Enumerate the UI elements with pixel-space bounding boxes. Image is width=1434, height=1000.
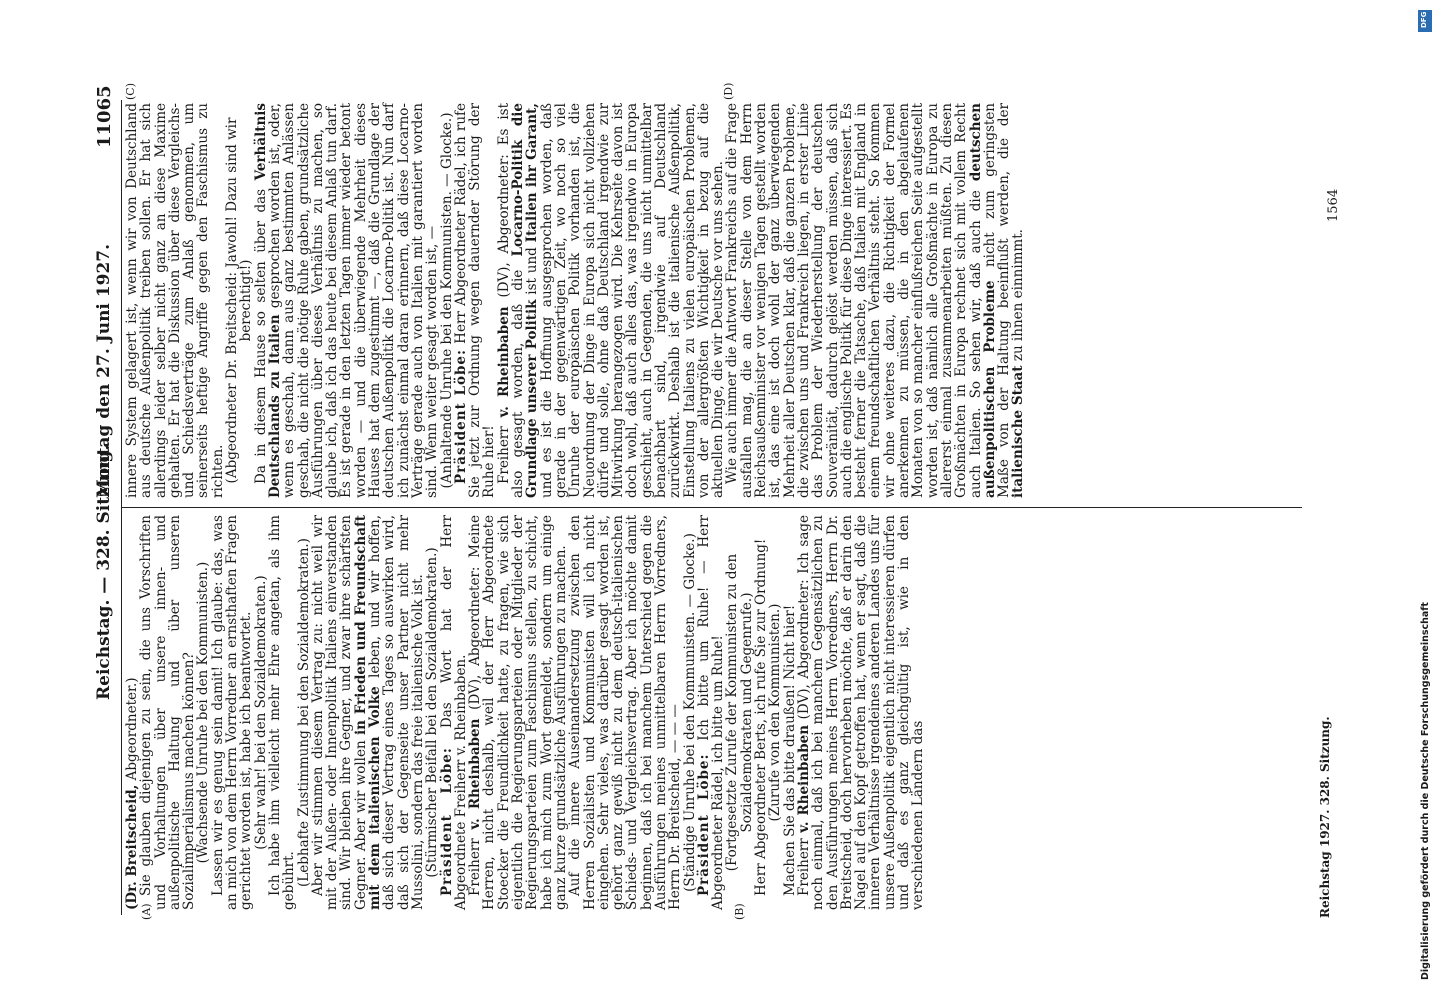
paragraph: Da in diesem Hause so selten über das Verhältnis Deutschlands zu Italien gesprochen worden ist, oder, wenn es geschah, dann aus ganz bestimmten Anlässen geschah, die nicht die nötige Ruhe gaben, grundsätzliche Ausführungen über dieses Verhältnis zu machen, so glaube ich, daß ich das heute bei diesem Anlaß tun darf. Es ist gerade in den letzten Tagen immer wieder betont worden — und die überwiegende Mehrheit dieses Hauses hat dem zugestimmt —, daß die Grundlage der deutschen Außenpolitik die Locarno-Politik ist. Nun darf ich zunächst einmal daran erinnern, daß diese Locarno-Verträge gerade auch von Italien mit garantiert worden sind. Wenn weiter gesagt worden ist, — — [252, 103, 441, 498]
dfg-logo: DFG — [1418, 10, 1432, 32]
margin-letter-c: (C) — [124, 83, 137, 100]
speech-paragraph: Freiherr v. Rheinbaben (DV), Abgeordneter: Meine Herren, nicht deshalb, weil der Herr Abgeordnete Stoecker die Freundlichkeit hatte, zu fragen, wie sich eigentlich die Regierungsparteien oder Mitglieder der Regierungsparteien zum Faschismus stellen, zu schicht, habe ich mich zum Wort gemeldet, sondern um einige ganz kurze grundsätzliche Ausführungen zu machen. — [467, 515, 569, 910]
paragraph: Auf die innere Auseinandersetzung zwischen den Herren Sozialisten und Kommunisten will ich nicht eingehen. Sehr vieles, was darüber gesagt worden ist, gehört ganz gewiß nicht zu dem deutsch-italienischen Schieds- und Vergleichsvertrag. Aber ich möchte damit beginnen, daß ich bei manchem Unterschied gegen die Ausführungen meines unmittelbaren Herrn Vorredners, Herrn Dr. Breitscheid, — — — — [567, 515, 684, 910]
interjection: (Wachsende Unruhe bei den Kommunisten.) — [195, 561, 212, 864]
paragraph: Ich habe ihm vielleicht mehr Ehre angetan, als ihm gebührt. — [266, 515, 298, 910]
footer-session: Reichstag 1927. 328. Sitzung. — [1318, 716, 1332, 918]
right-column — [125, 103, 1315, 498]
speech-paragraph: Freiherr v. Rheinbaben (DV), Abgeordneter: Ich sage noch einmal, daß ich bei manchem Gegensätzlichen zu den Ausführungen meines Herrn Vorredners, Herrn Dr. Breitscheid, doch hervorheben möchte, daß er darin den Nagel auf den Kopf getroffen hat, wenn er sagt, daß die inneren Verhältnisse irgendeines anderen Landes uns für unsere Außenpolitik eigentlich nicht interessieren dürfen und daß es ganz gleichgültig ist, wie in den verschiedenen Ländern das — [795, 515, 927, 910]
paragraph: Wie auch immer die Antwort Frankreichs auf die Frage ausfallen mag, die an dieser Stelle von dem Herrn Reichsaußenminister vor wenigen Tagen gestellt worden ist, das eine ist doch wohl der ganz überwiegenden Mehrheit aller Deutschen klar, daß die ganzen Probleme, die zwischen uns und Frankreich liegen, in erster Linie das Problem der Wiederherstellung der deutschen Souveränität, dadurch gelöst werden müssen, daß sich auch die englische Politik für diese Dinge interessiert. Es besteht ferner die Tatsache, daß Italien mit England in einem freundschaftlichen Verhältnis steht. So kommen wir ohne weiteres dazu, die Richtigkeit der Formel anerkennen zu müssen, die in den abgelaufenen Monaten von so mancher einflußreichen Seite aufgestellt worden ist, daß nämlich alle Großmächte in Europa zu allererst einmal zusammenarbeiten müßten. Zu diesen Großmächten in Europa rechnet sich mit vollem Recht auch Italien. So sehen wir, daß auch die deutschen außenpolitischen Probleme nicht zum geringsten Maße von der Haltung beeinflußt werden, die der italienische Staat zu ihnen einnimmt. — [724, 102, 1027, 498]
paragraph: Machen Sie das bitte draußen! Nicht hier! — [781, 604, 798, 896]
president-remark: Präsident Löbe: Herr Abgeordneter Rädel, ich rufe Sie jetzt zur Ordnung wegen dauernder Störung der Ruhe hier! — [452, 103, 498, 498]
interjection: (Ständige Unruhe bei den Kommunisten. — Glocke.) — [681, 533, 698, 892]
interjection: (Fortgesetzte Zurufe der Kommunisten zu den Sozialdemokraten und Gegenrufe.) — [724, 553, 755, 872]
speech-paragraph: Freiherr v. Rheinbaben (DV), Abgeordneter: Es ist also gesagt worden, daß die Locarno-Politik die Grundlage unserer Politik ist und Italien ihr Garant, und es ist die Hoffnung ausgesprochen worden, daß gerade in der gegenwärtigen Zeit, wo noch so viel Unruhe der europäischen Politik vorhanden ist, die Neuordnung der Dinge in Europa sich nicht vollziehen dürfe und solle, ohne daß Deutschland irgendwie zur Mitwirkung herangezogen wird. Die Kehrseite davon ist doch wohl, daß auch alles das, was irgendwo in Europa geschieht, auch in Gegenden, die uns nicht unmittelbar benachbart sind, irgendwie auf Deutschland zurückwirkt. Deshalb ist die italienische Außenpolitik, Einstellung Italiens zu vielen europäischen Problemen, von der allergrößten Wichtigkeit in bezug auf die aktuellen Dinge, die wir Deutsche vor uns sehen. — [495, 103, 727, 498]
paragraph: innere System gelagert ist, wenn wir von Deutschland aus deutsche Außenpolitik treiben sollen. Er hat sich allerdings leider selber nicht ganz an diese Maxime gehalten. Er hat die Diskussion über diese Vergleichs- und Schiedsverträge zum Anlaß genommen, um seinerseits heftige Angriffe gegen den Faschismus zu richten. — [124, 103, 226, 498]
speaker-continuation: (Dr. Breitscheid, Abgeordneter.) — [124, 677, 140, 910]
header-date: Montag den 27. Juni 1927. — [94, 243, 114, 498]
margin-letter-d: (D) — [722, 82, 735, 100]
margin-letter-b: (B) — [733, 903, 746, 920]
paragraph: Lassen wir es genug sein damit! Ich glaube: das, was an mich von dem Herrn Vorredner an ernsthaften Fragen gerichtet worden ist, habe ich beantwortet. — [209, 515, 255, 910]
margin-letter-a: (A) — [140, 903, 153, 920]
digitization-credit: Digitalisierung gefördert durch die Deutsche Forschungsgemeinschaft — [1420, 602, 1431, 980]
paragraph: Sie glauben diejenigen zu sein, die uns Vorschriften und Vorhaltungen über unsere innen- und außenpolitische Haltung und über unseren Sozialimperialismus machen können? — [138, 515, 198, 910]
page-number: 11065 — [94, 85, 115, 148]
interjection: (Sehr wahr! bei den Sozialdemokraten.) — [252, 575, 269, 850]
interjection: (Zurufe von den Kommunisten.) — [767, 603, 784, 822]
column-separator — [122, 507, 1302, 508]
interjection: (Stürmischer Beifall bei den Sozialdemokraten.) — [424, 547, 441, 878]
interjection: (Abgeordneter Dr. Breitscheid: Jawohl! Dazu sind wir berechtigt!) — [224, 117, 255, 484]
president-remark: Präsident Löbe: Ich bitte um Ruhe! — Herr Abgeordneter Rädel, ich bitte um Ruhe! — [695, 515, 727, 910]
interjection: (Anhaltende Unruhe bei den Kommunisten. — Glocke.) — [438, 112, 455, 489]
paragraph: Aber wir stimmen diesem Vertrag zu: nicht weil wir mit der Außen- oder Innenpolitik Italiens einverstanden sind. Wir bleiben ihre Gegner, und zwar ihre schärfsten Gegner. Aber wir wollen in Frieden und Freundschaft mit dem italienischen Volke leben, und wir hoffen, daß sich dieser Vertrag eines Tages so auswirken wird, daß sich der Gegenseite unser Partner nicht mehr Mussolini, sondern das freie italienische Volk ist. — [309, 515, 426, 910]
paragraph: Herr Abgeordneter Berts, ich rufe Sie zur Ordnung! — [753, 538, 770, 896]
president-remark: Präsident Löbe: Das Wort hat der Herr Abgeordnete Freiherr v. Rheinbaben. — [438, 515, 469, 910]
footer-signature: 1564 — [1326, 188, 1341, 222]
header-left-session: Reichstag. — 328. Sitzung. — [94, 444, 114, 700]
interjection: (Lebhafte Zustimmung bei den Sozialdemokraten.) — [295, 538, 312, 887]
left-column — [125, 515, 1315, 910]
